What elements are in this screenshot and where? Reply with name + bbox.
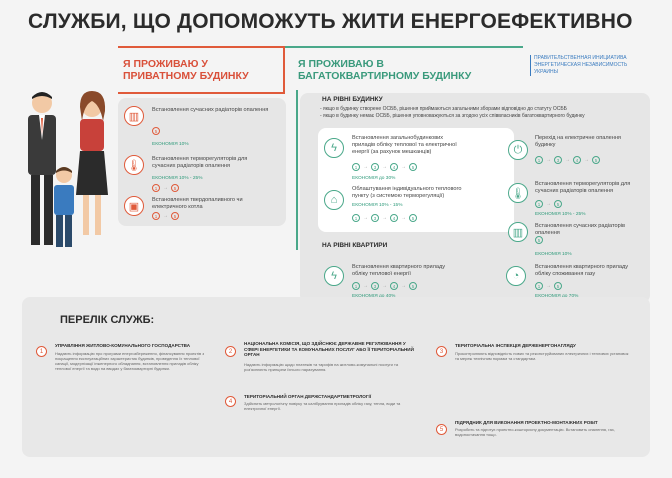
bullet-2: - якщо в будинку немає ОСББ, рішення уповноважуються за згодою усіх співвласників багатоквартирного будинку: [320, 112, 585, 119]
brand-line-1: ПРАВИТЕЛЬСТВЕННАЯ ИНИЦИАТИВА: [534, 55, 627, 61]
arrow-icon: →: [163, 213, 168, 219]
family-illustration: [20, 85, 130, 255]
service-number-3: 3: [436, 346, 447, 357]
apt-item-2-steps: [535, 282, 562, 290]
right-item-1-steps: [535, 156, 600, 164]
service-title-4: ТЕРИТОРІАЛЬНИЙ ОРГАН ДЕРЖСТАНДАРТМЕТРОЛОГІЇ: [244, 394, 372, 399]
private-item-1-econ: ЕКОНОМІЯ 10%: [152, 142, 189, 147]
thermostat-icon: 🌡: [124, 155, 144, 175]
service-title-5: ПІДРЯДНИК ДЛЯ ВИКОНАННЯ ПРОЕКТНО-МОНТАЖНИХ РОБІТ: [455, 420, 598, 425]
service-title-1: УПРАВЛІННЯ ЖИТЛОВО-КОМУНАЛЬНОГО ГОСПОДАРСТВА: [55, 343, 191, 348]
step-badge: 3: [371, 163, 379, 171]
arrow-icon: →: [382, 283, 387, 289]
apartment-vertical-line: [296, 90, 298, 250]
brand-line-2: ЭНЕРГЕТИЧЕСКАЯ НЕЗАВИСИМОСТЬ УКРАИНЫ: [534, 62, 628, 75]
service-number-2: 2: [225, 346, 236, 357]
bullet-1: - якщо в будинку створене ОСББ, рішення приймаються загальними зборами відповідно до статуту ОСББ: [320, 106, 567, 112]
right-item-3-text: Встановлення сучасних радіаторів опалення: [535, 223, 625, 236]
apt-item-1-text: Встановлення квартирного приладу обліку теплової енергії: [352, 264, 446, 277]
private-item-3-steps: [152, 212, 179, 220]
building-item-1-econ: ЕКОНОМІЯ до 30%: [352, 176, 396, 181]
services-title: ПЕРЕЛІК СЛУЖБ:: [60, 314, 155, 326]
arrow-icon: →: [363, 164, 368, 170]
private-item-3-text: Встановлення твердопаливного чи електричного котла: [152, 197, 243, 210]
building-item-2-steps: [352, 214, 417, 222]
private-heading-line-2: ПРИВАТНОМУ БУДИНКУ: [123, 70, 249, 82]
step-badge: 1: [535, 156, 543, 164]
step-badge: 5: [171, 184, 179, 192]
right-item-1-text: Перехід на електричне опалення будинку: [535, 135, 621, 148]
building-item-2-econ: ЕКОНОМІЯ 10% - 15%: [352, 203, 403, 208]
arrow-icon: →: [546, 283, 551, 289]
building-item-2-text: Облаштування індивідуального теплового пункту (з системою терморегуляції): [352, 186, 462, 199]
private-item-2-econ: ЕКОНОМІЯ 10% - 25%: [152, 176, 203, 181]
top-line-right: [283, 46, 523, 48]
service-title-2: НАЦІОНАЛЬНА КОМІСІЯ, ЩО ЗДІЙСНЮЄ ДЕРЖАВНЕ РЕГУЛЮВАННЯ У СФЕРІ ЕНЕРГЕТИКИ ТА КОМУНАЛЬНИХ ПОСЛУГ АБО ЇЇ ТЕРИТОРІАЛЬНИЙ ОРГАН: [244, 341, 414, 357]
apartment-heading-line-2: БАГАТОКВАРТИРНОМУ БУДИНКУ: [298, 70, 472, 82]
service-number-1: 1: [36, 346, 47, 357]
step-badge: 4: [390, 282, 398, 290]
building-item-1-text: Встановлення загальнобудинкових приладів обліку теплової та електричної енергії (за рахунок мешканців): [352, 135, 457, 155]
service-desc-1: Надають інформацію про програми енергозбереження, фінансування проектів з покращення експлуатаційних характеристик будинків, проведення їх теплової санації, модернізації інженерного обладнання, встановлення приладів обліку теплової енергії та води на вводах у багатоквартирні будинки.: [55, 351, 205, 371]
page-title: СЛУЖБИ, ЩО ДОПОМОЖУТЬ ЖИТИ ЕНЕРГОЕФЕКТИВНО: [28, 10, 633, 33]
step-badge: 1: [352, 282, 360, 290]
heat-point-icon: ⌂: [324, 190, 344, 210]
building-level-bullets: [320, 106, 640, 119]
step-badge: 5: [554, 282, 562, 290]
apt-item-2-text: Встановлення квартирного приладу обліку споживання газу: [535, 264, 629, 277]
arrow-icon: →: [382, 215, 387, 221]
arrow-icon: →: [546, 157, 551, 163]
service-desc-4: Здійснить метрологічну повірку та калібрування приладів обліку газу, тепла, води та електричної енергії.: [244, 401, 401, 411]
step-badge: 5: [535, 236, 543, 244]
arrow-icon: →: [163, 185, 168, 191]
top-line-left: [118, 46, 283, 48]
right-item-3-steps: [535, 236, 543, 244]
building-item-1-steps: [352, 163, 417, 171]
arrow-icon: →: [401, 283, 406, 289]
thermostat-icon: 🌡: [508, 183, 528, 203]
step-badge: 4: [390, 163, 398, 171]
radiator-icon: ▥: [124, 106, 144, 126]
arrow-icon: →: [401, 215, 406, 221]
arrow-icon: →: [363, 283, 368, 289]
step-badge: 1: [152, 184, 160, 192]
service-desc-3: Проконтролюють відповідність нових та реконструйованих електричних і теплових установок та мереж технічним нормам та стандартам.: [455, 351, 629, 361]
service-title-3: ТЕРИТОРІАЛЬНА ІНСПЕКЦІЯ ДЕРЖЕНЕРГОНАГЛЯДУ: [455, 343, 576, 348]
private-item-2-steps: [152, 184, 179, 192]
arrow-icon: →: [401, 164, 406, 170]
step-badge: 1: [152, 212, 160, 220]
step-badge: 5: [409, 163, 417, 171]
step-badge: 1: [352, 163, 360, 171]
private-item-2-text: Встановлення терморегуляторів для сучасних радіаторів опалення: [152, 156, 248, 169]
arrow-icon: →: [363, 215, 368, 221]
step-badge: 1: [535, 200, 543, 208]
step-badge: 3: [371, 282, 379, 290]
step-badge: 5: [171, 212, 179, 220]
boiler-icon: ▣: [124, 196, 144, 216]
step-badge: 5: [409, 282, 417, 290]
step-badge: 1: [535, 282, 543, 290]
meter-icon: ϟ: [324, 266, 344, 286]
private-underline: [118, 92, 283, 94]
step-badge: 3: [371, 214, 379, 222]
arrow-icon: →: [565, 157, 570, 163]
split-line-orange: [283, 46, 285, 94]
right-item-3-econ: ЕКОНОМІЯ 10%: [535, 252, 572, 257]
brand-logo: [530, 55, 650, 76]
service-desc-5: Розробить та підготує проектно-кошторисну документацію. Встановить опалення, газ, водопостачання тощо.: [455, 427, 615, 437]
arrow-icon: →: [382, 164, 387, 170]
private-item-1-text: Встановлення сучасних радіаторів опалення: [152, 107, 269, 113]
service-number-4: 4: [225, 396, 236, 407]
right-item-2-text: Встановлення терморегуляторів для сучасних радіаторів опалення: [535, 181, 631, 194]
step-badge: 5: [592, 156, 600, 164]
private-heading-line-1: Я ПРОЖИВАЮ У: [123, 58, 208, 70]
step-badge: 5: [152, 127, 160, 135]
service-number-5: 5: [436, 424, 447, 435]
meter-icon: ϟ: [324, 138, 344, 158]
step-badge: 3: [554, 156, 562, 164]
building-level-label: НА РІВНІ БУДИНКУ: [322, 96, 383, 103]
plug-icon: ⏻: [508, 140, 528, 160]
apartment-heading-line-1: Я ПРОЖИВАЮ В: [298, 58, 384, 70]
right-item-2-econ: ЕКОНОМІЯ 10% - 25%: [535, 212, 586, 217]
service-desc-2: Надають інформацію щодо платежів та тарифів на житлово-комунальні послуги та роз'яснюють принципи їхнього нарахування.: [244, 362, 399, 372]
step-badge: 5: [554, 200, 562, 208]
radiator-icon: ▥: [508, 222, 528, 242]
arrow-icon: →: [546, 201, 551, 207]
apartment-level-label: НА РІВНІ КВАРТИРИ: [322, 242, 388, 249]
private-item-1-steps: [152, 127, 160, 135]
private-house-heading: [123, 58, 249, 82]
step-badge: 4: [573, 156, 581, 164]
arrow-icon: →: [584, 157, 589, 163]
step-badge: 4: [390, 214, 398, 222]
step-badge: 5: [409, 214, 417, 222]
right-item-2-steps: [535, 200, 562, 208]
apt-item-1-steps: [352, 282, 417, 290]
family-icon: [20, 85, 130, 255]
step-badge: 1: [352, 214, 360, 222]
gauge-icon: ◔: [506, 266, 526, 286]
apartment-heading: [298, 58, 471, 82]
